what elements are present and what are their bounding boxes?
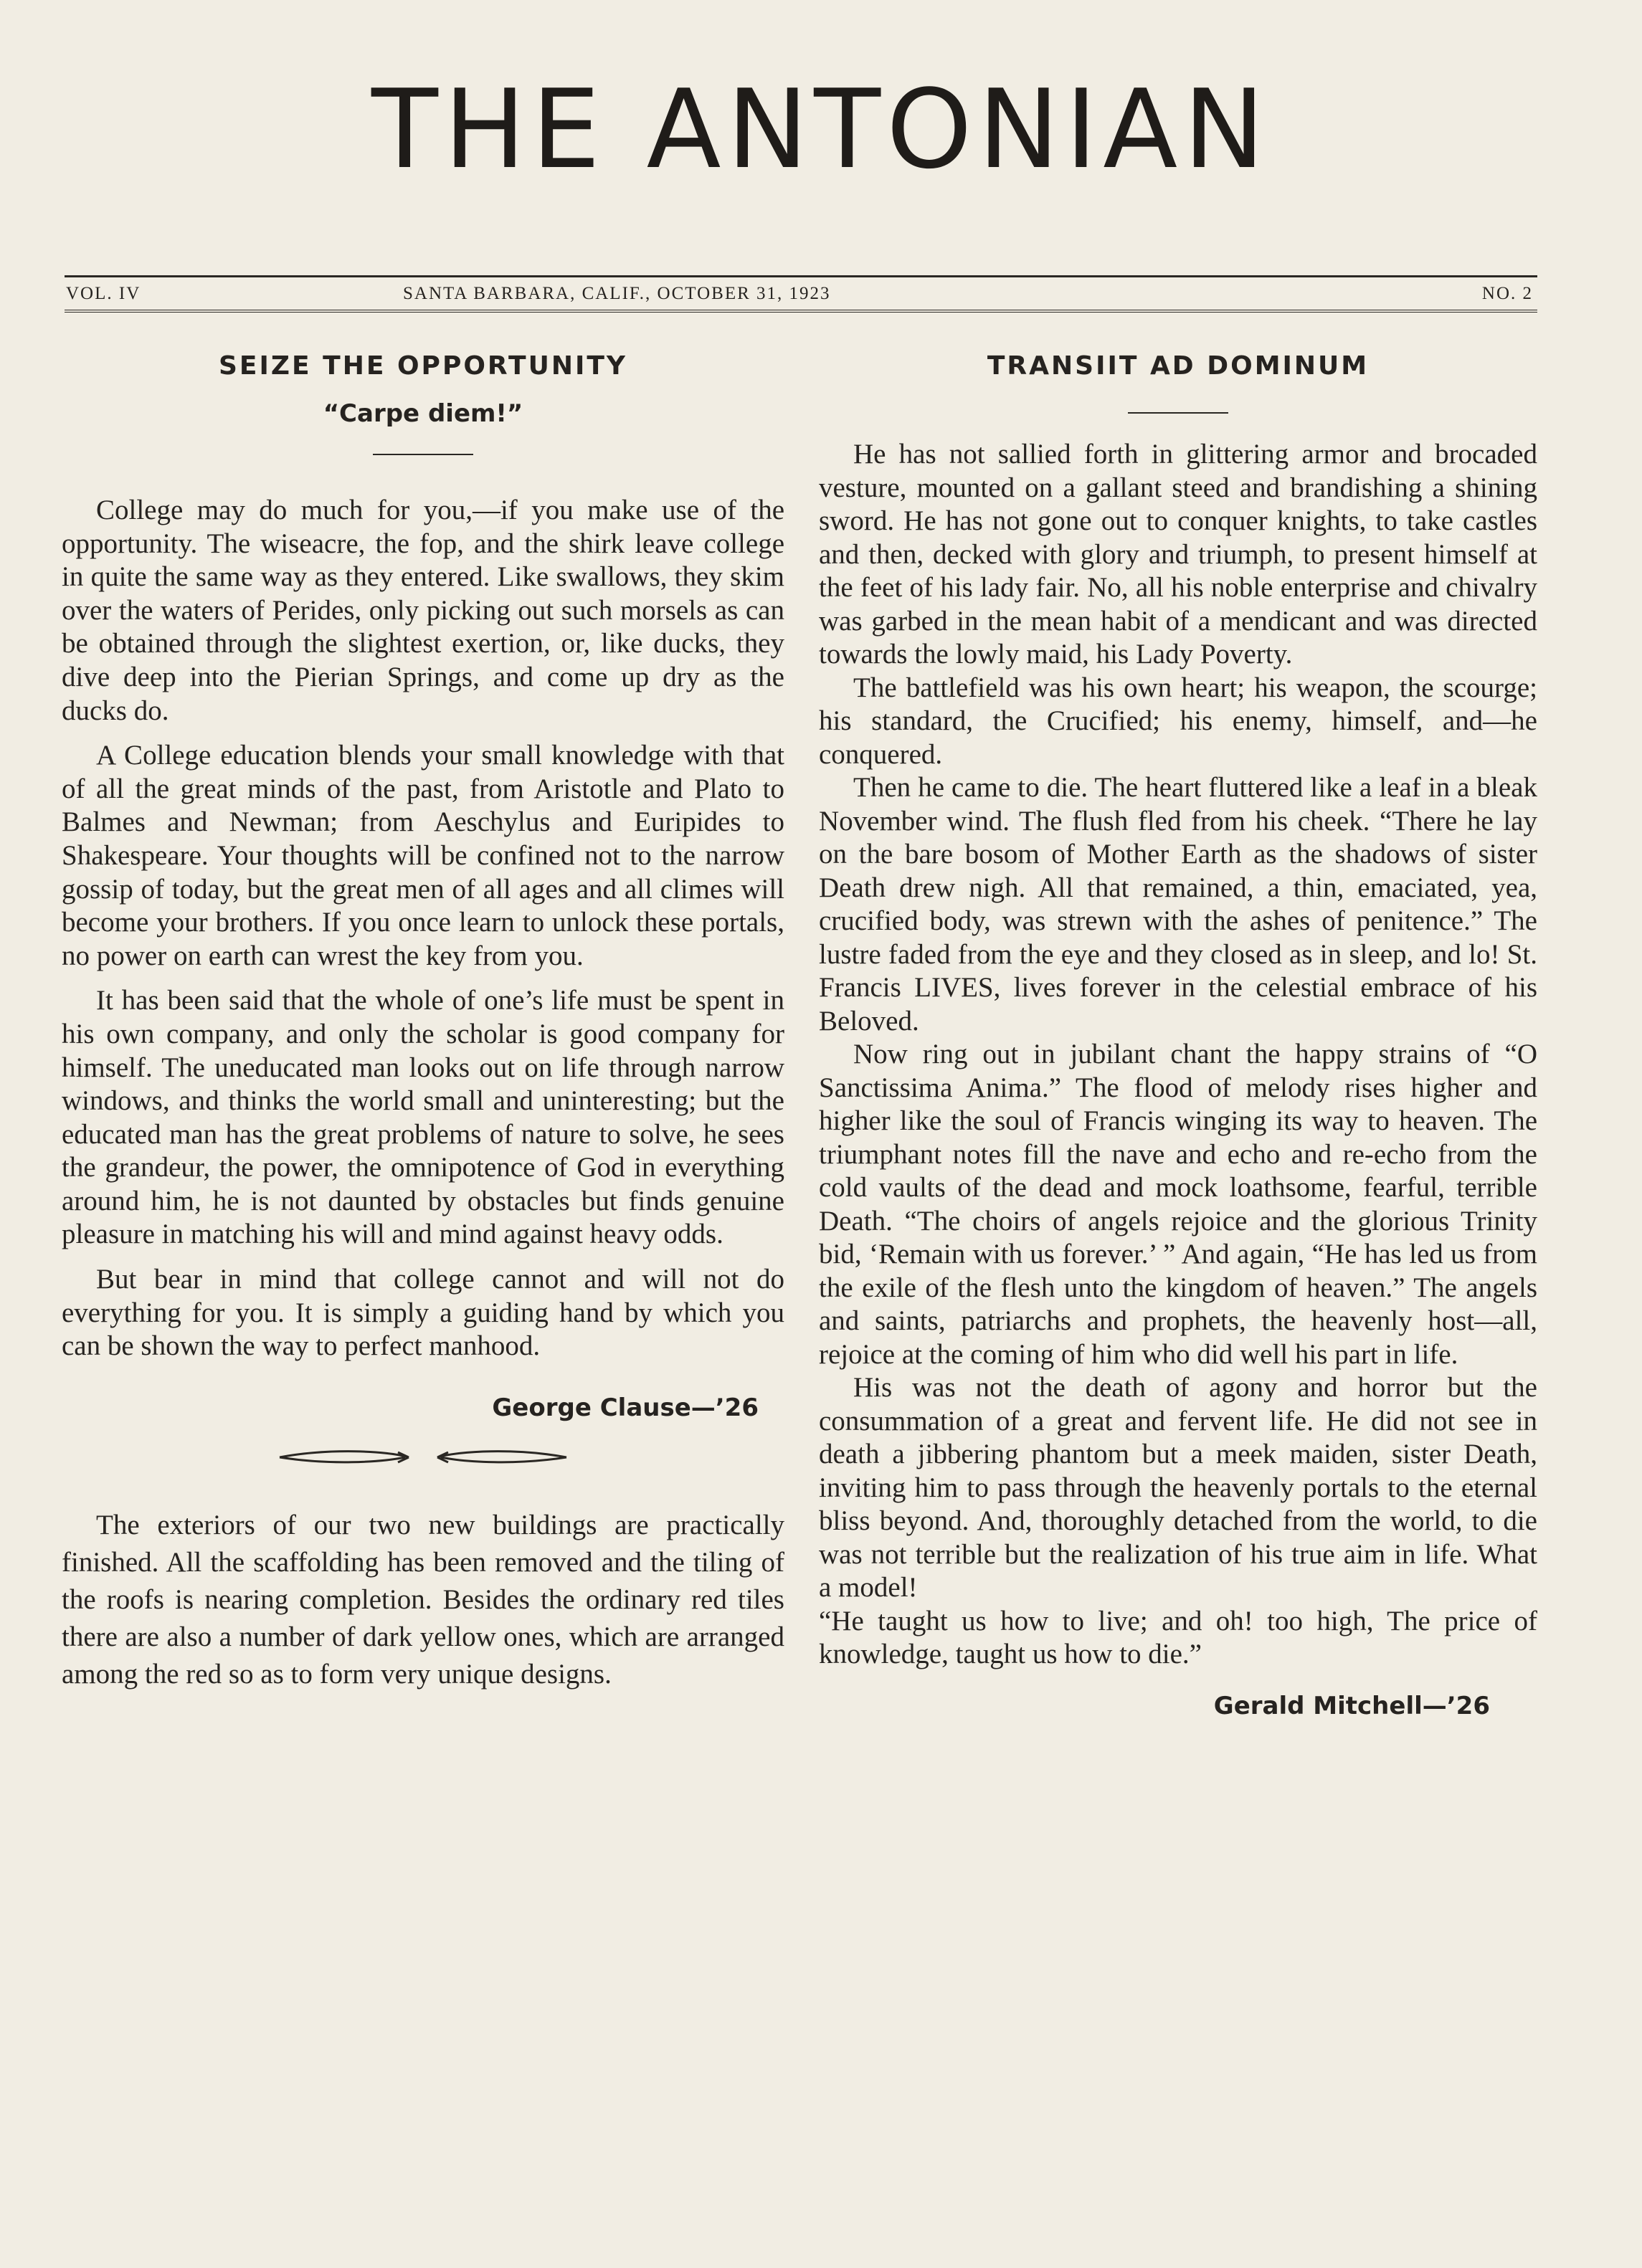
heading-divider	[1128, 412, 1228, 414]
news-paragraph: The exteriors of our two new buildings are practically finished. All the scaffolding has been removed and the tiling of the roofs is nearing completion. Besides the ordinary red tiles there are also a number of dark yellow ones, which are arranged among the red so as to form very unique designs.	[62, 1509, 784, 1690]
paragraph: But bear in mind that college cannot and will not do everything for you. It is simply a guiding hand by which you can be shown the way to perfect manhood.	[62, 1264, 784, 1362]
issue-number: NO. 2	[1481, 284, 1533, 303]
paragraph: It has been said that the whole of one’s life must be spent in his own company, and only the scholar is good company for himself. The uneducated man looks out on life through narrow windows, and thinks the world small and uninteresting; but the educated man has the great problems of nature to solve, he sees the grandeur, the power, the omnipotence of God in everything around him, he is not daunted by obstacles but finds genuine pleasure in matching his will and mind against heavy odds.	[62, 985, 784, 1250]
paragraph: Now ring out in jubilant chant the happy strains of “O Sanctissima Anima.” The flood of melody rises higher and higher like the soul of Francis winging its way to heaven. The triumphant notes fill the nave and echo and re-echo from the cold vaults of the dead and mock loathsome, fearful, terrible Death. “The choirs of angels rejoice and the glorious Trinity bid, ‘Remain with us forever.’ ” And again, “He has led us from the exile of the flesh unto the kingdom of heaven.” The angels and saints, patriarchs and prophets, the heavenly host—all, rejoice at the coming of him who did well his part in life.	[819, 1039, 1537, 1370]
masthead-title: THE ANTONIAN	[371, 66, 1271, 193]
author-signature: Gerald Mitchell—’26	[1213, 1691, 1490, 1720]
paragraph: He has not sallied forth in glittering armor and brocaded vesture, mounted on a gallant steed and brandishing a shining sword. He has not gone out to conquer knights, to take castles and then, decked with glory and triumph, to present himself at the feet of his lady fair. No, all his noble enterprise and chivalry was garbed in the mean habit of a mendicant and was directed towards the lowly maid, his Lady Poverty.	[819, 439, 1537, 670]
volume-label: VOL. IV	[66, 284, 141, 303]
article-subheading: “Carpe diem!”	[323, 399, 523, 428]
paragraph: A College education blends your small knowledge with that of all the great minds of the past, from Aristotle and Plato to Balmes and Newman; from Aeschylus and Euripides to Shakespeare. Your thoughts will be confined not to the narrow gossip of today, but the great men of all ages and all climes will become your brothers. If you once learn to unlock these portals, no power on earth can wrest the key from you.	[62, 740, 784, 971]
author-signature: George Clause—’26	[492, 1393, 759, 1422]
paragraph: Then he came to die. The heart fluttered like a leaf in a bleak November wind. The flush fled from his cheek. “There he lay on the bare bosom of Mother Earth as the shadows of sister Death drew nigh. All that remained, a thin, emaciated, yea, crucified body, was strewn with the ashes of penitence.” The lustre faded from the eye and they closed as in sleep, and lo! St. Francis LIVES, lives forever in the celestial embrace of his Beloved.	[819, 772, 1537, 1037]
paragraph: College may do much for you,—if you make use of the opportunity. The wiseacre, the fop, and the shirk leave college in quite the same way as they entered. Like swallows, they skim over the waters of Perides, only picking out such morsels as can be obtained through the slightest exertion, or, like ducks, they dive deep into the Pierian Springs, and come up dry as the ducks do.	[62, 495, 784, 726]
right-column	[819, 337, 1537, 1739]
article-heading: TRANSIIT AD DOMINUM	[987, 351, 1370, 381]
article-heading: SEIZE THE OPPORTUNITY	[219, 351, 627, 381]
place-date: SANTA BARBARA, CALIF., OCTOBER 31, 1923	[403, 284, 831, 303]
closing-quote: “He taught us how to live; and oh! too high, The price of knowledge, taught us how to die.”	[819, 1605, 1537, 1669]
heading-divider	[373, 454, 473, 455]
paragraph: His was not the death of agony and horror but the consummation of a great and fervent life. He did not see in death a jibbering phantom but a meek maiden, sister Death, inviting him to pass through the heavenly portals to the eternal bliss beyond. And, thoroughly detached from the world, to die was not terrible but the realization of his true aim in life. What a model!	[819, 1372, 1537, 1603]
paragraph: The battlefield was his own heart; his weapon, the scourge; his standard, the Crucified; his enemy, himself, and—he conquered.	[819, 672, 1537, 770]
decorative-scroll-icon	[272, 1441, 574, 1474]
masthead-rule-top	[65, 275, 1537, 277]
left-column	[62, 337, 784, 1705]
masthead-rule-bottom	[65, 310, 1537, 315]
